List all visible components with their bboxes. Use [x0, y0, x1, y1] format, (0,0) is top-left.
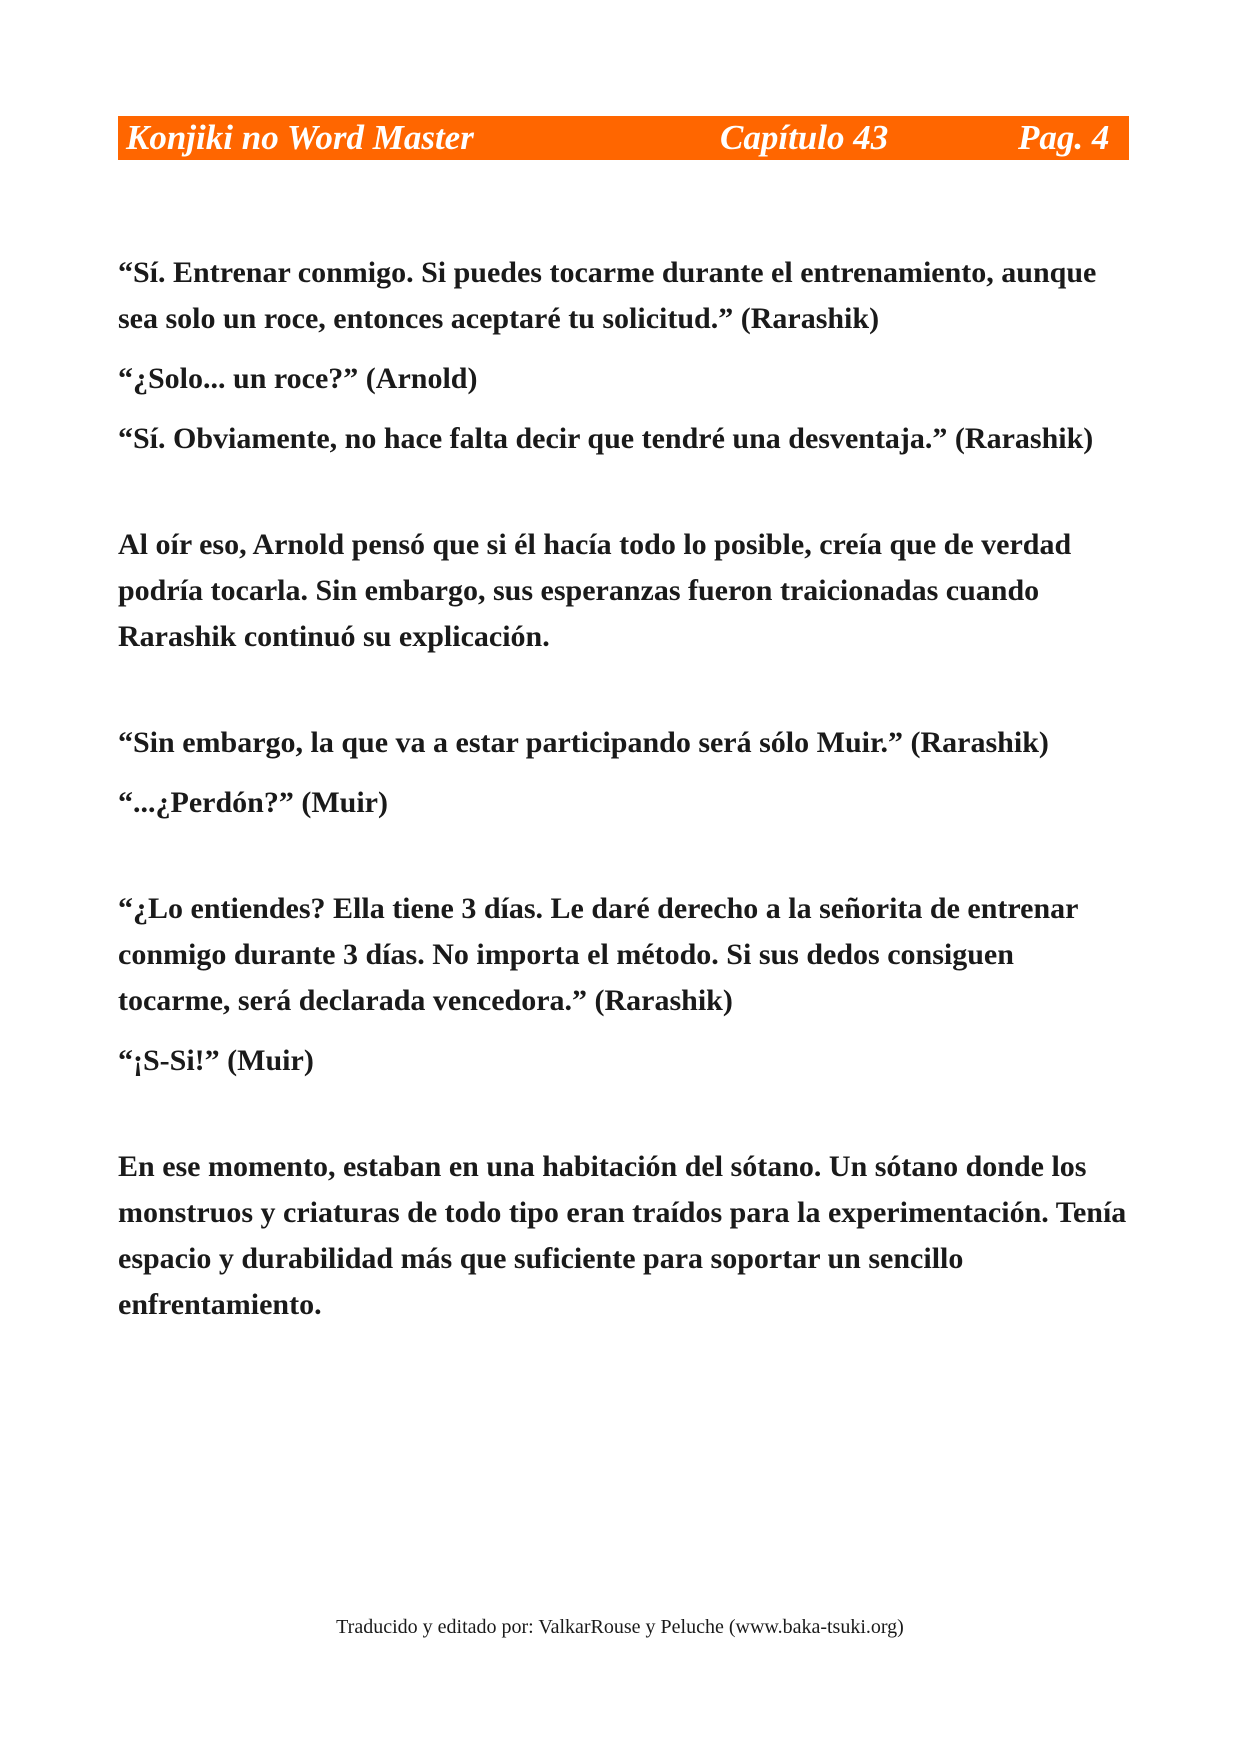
paragraph: “Sí. Entrenar conmigo. Si puedes tocarme durante el entrenamiento, aunque sea solo un roce, entonces aceptaré tu solicitud.” (Rarashik) — [118, 256, 1097, 335]
page-header — [118, 116, 1129, 160]
header-title: Konjiki no Word Master — [126, 118, 474, 157]
paragraph: “¡S-Si!” (Muir) — [118, 1044, 314, 1077]
paragraph: “¿Lo entiendes? Ella tiene 3 días. Le daré derecho a la señorita de entrenar conmigo durante 3 días. No importa el método. Si sus dedos consiguen tocarme, será declarada vencedora.” (Rarashik) — [118, 892, 1078, 1017]
header-page-number: Pag. 4 — [1018, 118, 1110, 157]
paragraph: Al oír eso, Arnold pensó que si él hacía todo lo posible, creía que de verdad podría tocarla. Sin embargo, sus esperanzas fueron traicionadas cuando Rarashik continuó su explicación. — [118, 528, 1072, 653]
paragraph: “Sí. Obviamente, no hace falta decir que tendré una desventaja.” (Rarashik) — [118, 422, 1094, 455]
paragraph: “...¿Perdón?” (Muir) — [118, 786, 388, 819]
header-chapter: Capítulo 43 — [720, 118, 889, 157]
paragraph: En ese momento, estaban en una habitación del sótano. Un sótano donde los monstruos y criaturas de todo tipo eran traídos para la experimentación. Tenía espacio y durabilidad más que suficiente para soportar un sencillo enfrentamiento. — [118, 1150, 1127, 1321]
page-footer: Traducido y editado por: ValkarRouse y Peluche (www.baka-tsuki.org) — [336, 1616, 904, 1638]
document-body — [118, 250, 1128, 1328]
paragraph: “Sin embargo, la que va a estar participando será sólo Muir.” (Rarashik) — [118, 726, 1049, 759]
paragraph: “¿Solo... un roce?” (Arnold) — [118, 362, 478, 395]
